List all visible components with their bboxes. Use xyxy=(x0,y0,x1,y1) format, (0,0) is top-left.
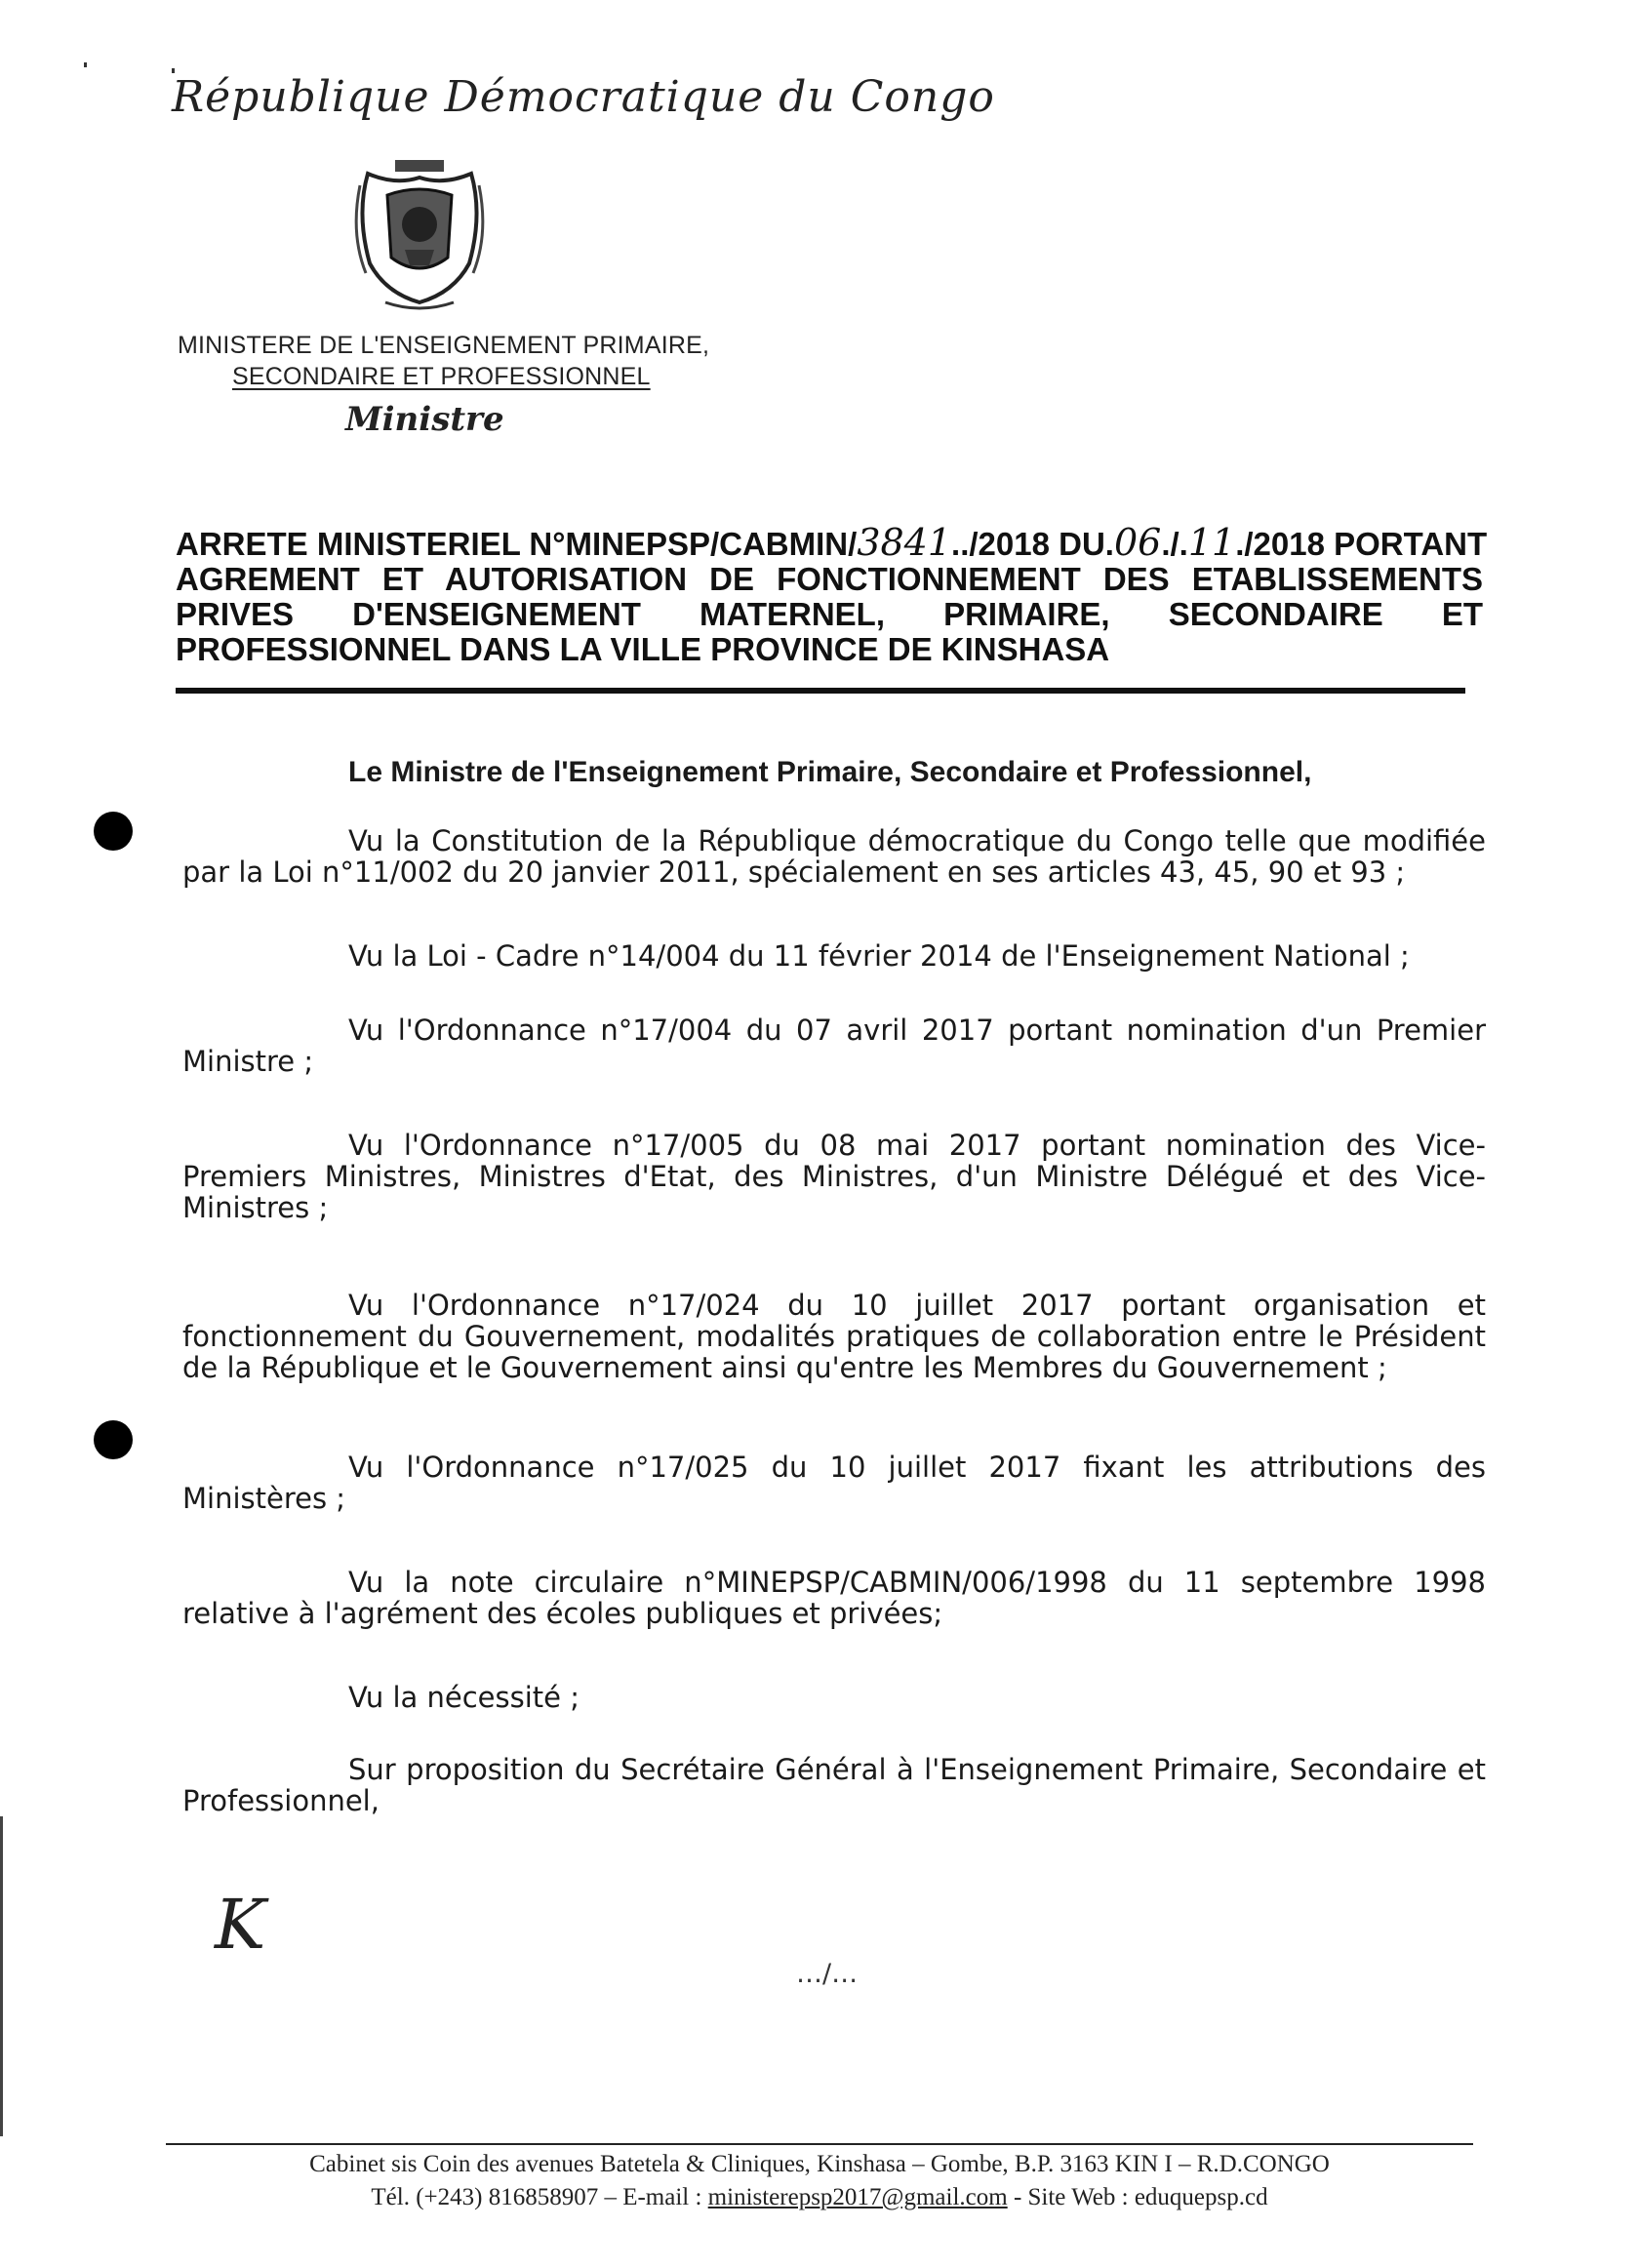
paragraph-constitution: Vu la Constitution de la République démocratique du Congo telle que modifiée par la Loi n°11/002 du 20 janvier 2011, spécialement en ses articles 43, 45, 90 et 93 ; xyxy=(182,824,1486,889)
decree-day-handwritten: 06 xyxy=(1113,521,1162,564)
paragraph-note-circulaire: Vu la note circulaire n°MINEPSP/CABMIN/006/1998 du 11 septembre 1998 relative à l'agrément des écoles publiques et privées; xyxy=(182,1566,1486,1630)
paragraph-loi-cadre: Vu la Loi - Cadre n°14/004 du 11 février 2014 de l'Enseignement National ; xyxy=(348,939,1410,973)
paragraph-ordonnance-17-005: Vu l'Ordonnance n°17/005 du 08 mai 2017 portant nomination des Vice-Premiers Ministres, Ministres d'Etat, des Ministres, d'un Ministre Délégué et des Vice-Ministres ; xyxy=(182,1129,1486,1224)
republic-heading: République Démocratique du Congo xyxy=(172,72,995,122)
scan-speck xyxy=(84,62,87,67)
footer-email-link[interactable]: ministerepsp2017@gmail.com xyxy=(707,2184,1008,2210)
punch-hole-mark xyxy=(94,812,133,851)
title-line-3: PRIVES D'ENSEIGNEMENT MATERNEL, PRIMAIRE, SECONDAIRE ET xyxy=(176,596,1483,632)
footer-address: Cabinet sis Coin des avenues Batetela & Cliniques, Kinshasa – Gombe, B.P. 3163 KIN I – R.D.CONGO xyxy=(309,2151,1330,2177)
handwritten-initials: K xyxy=(215,1885,266,1965)
paragraph-ordonnance-17-024: Vu l'Ordonnance n°17/024 du 10 juillet 2017 portant organisation et fonctionnement du Gouvernement, modalités pratiques de collaboration entre le Président de la République et le Gouvernement ainsi qu'entre les Membres du Gouvernement ; xyxy=(182,1289,1486,1384)
title-divider xyxy=(176,688,1465,694)
lead-statement: Le Ministre de l'Enseignement Primaire, Secondaire et Professionnel, xyxy=(348,756,1312,788)
footer-divider xyxy=(166,2143,1473,2145)
coat-of-arms-emblem xyxy=(346,156,493,317)
ministry-name-line1: MINISTERE DE L'ENSEIGNEMENT PRIMAIRE, xyxy=(178,332,710,359)
ministre-handwritten: Ministre xyxy=(345,400,504,439)
paragraph-ordonnance-17-025: Vu l'Ordonnance n°17/025 du 10 juillet 2017 fixant les attributions des Ministères ; xyxy=(182,1451,1486,1515)
punch-hole-mark xyxy=(94,1420,133,1459)
ministry-name-line2: SECONDAIRE ET PROFESSIONNEL xyxy=(232,363,651,390)
decree-month-handwritten: 11 xyxy=(1187,521,1236,564)
decree-number-handwritten: 3841 xyxy=(857,521,952,564)
paragraph-proposition: Sur proposition du Secrétaire Général à l'Enseignement Primaire, Secondaire et Professionnel, xyxy=(182,1753,1486,1817)
title-line-2: AGREMENT ET AUTORISATION DE FONCTIONNEMENT DES ETABLISSEMENTS xyxy=(176,561,1483,597)
paragraph-necessite: Vu la nécessité ; xyxy=(348,1681,580,1714)
title-line-4: PROFESSIONNEL DANS LA VILLE PROVINCE DE KINSHASA xyxy=(176,631,1110,667)
title-line-1: ARRETE MINISTERIEL N°MINEPSP/CABMIN/3841../2018 DU.06./.11./2018 PORTANT xyxy=(176,521,1488,564)
paragraph-ordonnance-17-004: Vu l'Ordonnance n°17/004 du 07 avril 2017 portant nomination d'un Premier Ministre ; xyxy=(182,1014,1486,1078)
footer-contact: Tél. (+243) 816858907 – E-mail : ministerepsp2017@gmail.com - Site Web : eduquepsp.cd xyxy=(371,2184,1268,2210)
scan-edge-line xyxy=(0,1816,3,2136)
continued-marker: …/… xyxy=(796,1959,859,1989)
decree-title xyxy=(176,521,1488,667)
